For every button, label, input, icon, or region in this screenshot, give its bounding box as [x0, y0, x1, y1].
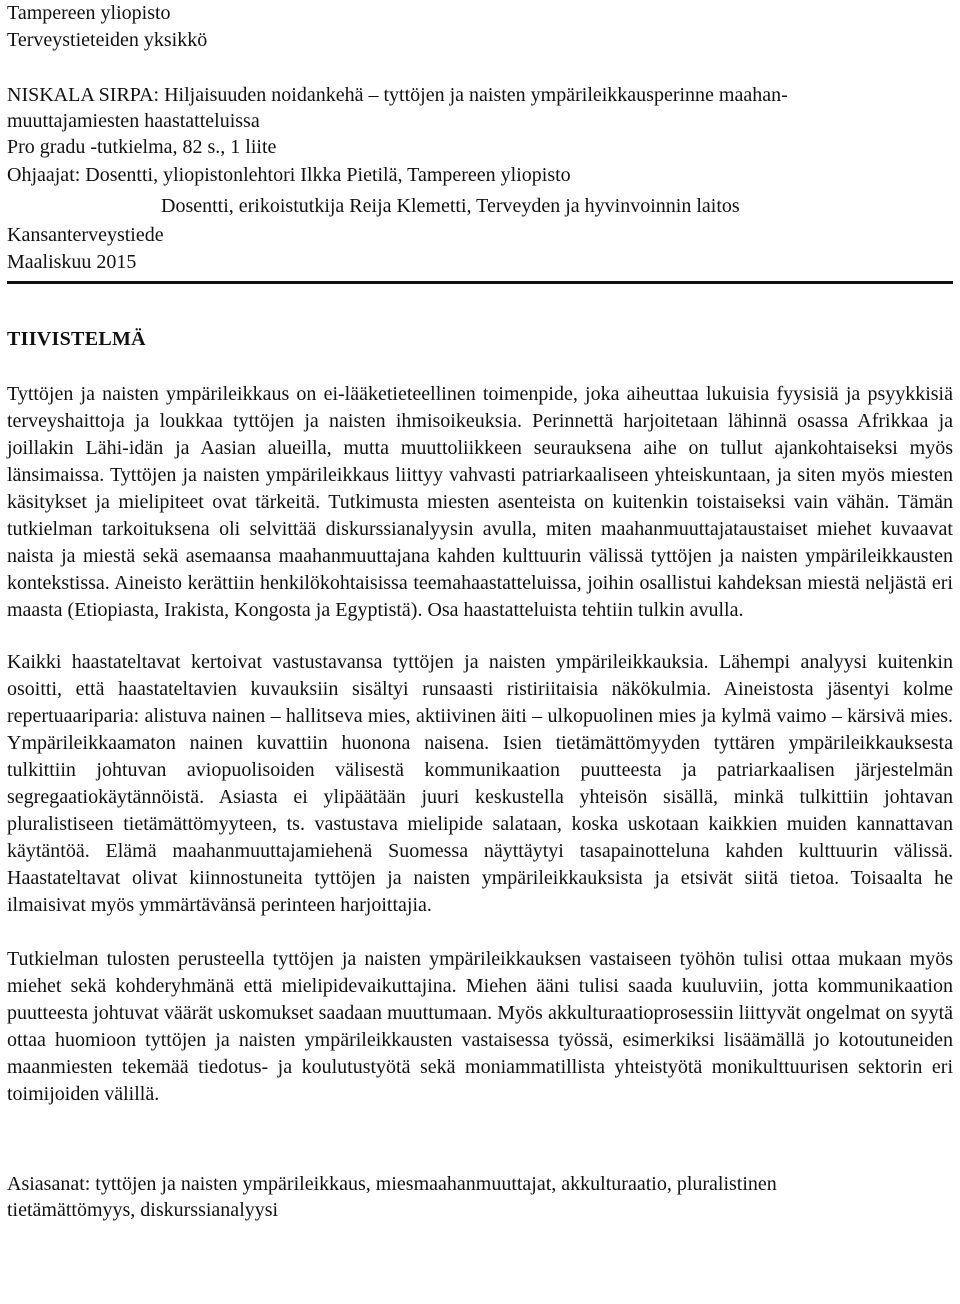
supervisor-1: Ohjaajat: Dosentti, yliopistonlehtori Ilkka Pietilä, Tampereen yliopisto — [7, 164, 571, 186]
date: Maaliskuu 2015 — [7, 251, 137, 273]
keywords-line-1: Asiasanat: tyttöjen ja naisten ympärileikkaus, miesmaahanmuuttajat, akkulturaatio, pluralistinen — [7, 1173, 777, 1195]
thesis-type: Pro gradu -tutkielma, 82 s., 1 liite — [7, 136, 277, 158]
abstract-paragraph-2: Kaikki haastateltavat kertoivat vastustavansa tyttöjen ja naisten ympärileikkauksia. Lähempi analyysi kuitenkin osoitti, että haastateltavien kuvauksiin sisältyi runsaasti ristiriitaisia näkökulmia. Aineistosta jäsentyi kolme repertuaariparia: alistuva nainen – hallitseva mies, aktiivinen äiti – ulkopuolinen mies ja kylmä vaimo – kärsivä mies. Ympärileikkaamaton nainen kuvattiin huonona naisena. Isien tietämättömyyden tyttären ympärileikkauksesta tulkittiin johtuvan aviopuolisoiden välisestä kommunikaation puutteesta ja patriarkaalisen järjestelmän segregaatiokäytännöistä. Asiasta ei ylipäätään juuri keskustella yhteisön sisällä, minkä tulkittiin johtavan pluralistiseen tietämättömyyteen, ts. vastustava mielipide salataan, koska uskotaan kaikkien muiden kannattavan käytäntöä. Elämä maahanmuuttajamiehenä Suomessa näyttäytyi tasapainotteluna kahden kulttuurin välissä. Haastateltavat olivat kiinnostuneita tyttöjen ja naisten ympärileikkauksista ja etsivät siitä tietoa. Toisaalta he ilmaisivat myös ymmärtävänsä perinteen harjoittajia. — [7, 651, 953, 916]
document-page — [7, 0, 953, 1223]
abstract-paragraph-1: Tyttöjen ja naisten ympärileikkaus on ei-lääketieteellinen toimenpide, joka aiheuttaa lukuisia fyysisiä ja psyykkisiä terveyshaittoja ja loukkaa tyttöjen ja naisten ihmisoikeuksia. Perinnettä harjoitetaan lähinnä osassa Afrikkaa ja joillakin Lähi-idän ja Aasian alueilla, mutta muuttoliikkeen seurauksena aihe on tullut ajankohtaiseksi myös länsimaissa. Tyttöjen ja naisten ympärileikkaus liittyy vahvasti patriarkaaliseen yhteiskuntaan, ja siten myös miesten käsitykset ja mielipiteet ovat tärkeitä. Tutkimusta miesten asenteista on kuitenkin toistaiseksi vain vähän. Tämän tutkielman tarkoituksena oli selvittää diskurssianalyysin avulla, miten maahanmuuttajataustaiset miehet kuvaavat naista ja miestä sekä asemaansa maahanmuuttajana kahden kulttuurin välissä tyttöjen ja naisten ympärileikkausten kontekstissa. Aineisto kerättiin henkilökohtaisissa teemahaastatteluissa, joihin osallistui kahdeksan miestä neljästä eri maasta (Etiopiasta, Irakista, Kongosta ja Egyptistä). Osa haastatteluista tehtiin tulkin avulla. — [7, 383, 953, 621]
supervisor-2: Dosentti, erikoistutkija Reija Klemetti, Terveyden ja hyvinvoinnin laitos — [161, 195, 740, 217]
header-rule — [7, 281, 953, 284]
thesis-title-line-1: NISKALA SIRPA: Hiljaisuuden noidankehä – tyttöjen ja naisten ympärileikkausperinne maahan- — [7, 84, 788, 106]
university-name: Tampereen yliopisto — [7, 2, 171, 24]
abstract-paragraph-3: Tutkielman tulosten perusteella tyttöjen ja naisten ympärileikkauksen vastaiseen työhön tulisi ottaa mukaan myös miehet sekä kohderyhmänä että mielipidevaikuttajina. Miehen ääni tulisi saada kuuluviin, jotta kommunikaation puutteesta johtuvat väärät uskomukset saadaan muuttumaan. Myös akkulturaatioprosessiin liittyvät ongelmat on syytä ottaa huomioon tyttöjen ja naisten ympärileikkausten vastaisessa työssä, esimerkiksi lisäämällä jo kotoutuneiden maanmiesten tekemää tiedotus- ja koulutustyötä sekä moniammatillista yhteistyötä monikulttuurisen sektorin eri toimijoiden välillä. — [7, 948, 953, 1105]
thesis-title-line-2: muuttajamiesten haastatteluissa — [7, 110, 260, 132]
unit-name: Terveystieteiden yksikkö — [7, 29, 208, 51]
keywords — [7, 1171, 953, 1223]
abstract-heading: TIIVISTELMÄ — [7, 328, 146, 350]
thesis-info — [7, 82, 953, 276]
field-of-study: Kansanterveystiede — [7, 224, 164, 246]
keywords-line-2: tietämättömyys, diskurssianalyysi — [7, 1199, 279, 1221]
